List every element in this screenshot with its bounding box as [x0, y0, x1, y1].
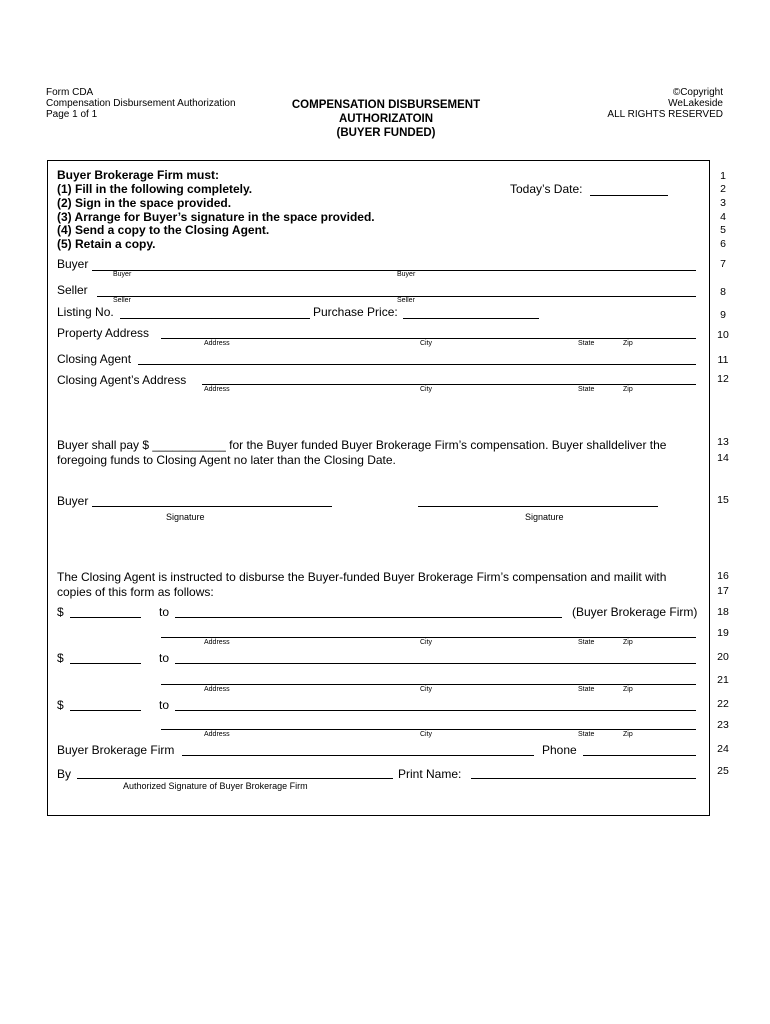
closing-agent-field[interactable] — [138, 364, 696, 365]
state-sub-label: State — [578, 731, 595, 738]
copyright: ©Copyright — [672, 87, 723, 98]
authorized-signature-sub-label: Authorized Signature of Buyer Brokerage Firm — [123, 781, 308, 791]
buyer-sub-label: Buyer — [397, 271, 416, 278]
address-sub-label: Address — [204, 686, 230, 693]
line-number: 9 — [720, 309, 726, 321]
to-label: to — [159, 605, 170, 619]
dollar-sign: $ — [57, 651, 64, 665]
city-sub-label: City — [420, 639, 433, 646]
title-line-2: AUTHORIZATOIN — [338, 113, 434, 125]
seller-label: Seller — [57, 283, 88, 297]
line-number: 7 — [720, 258, 726, 270]
city-sub-label: City — [420, 340, 433, 347]
page-title — [270, 98, 502, 140]
property-address-label: Property Address — [57, 326, 150, 340]
line-number: 8 — [720, 286, 726, 298]
city-sub-label: City — [420, 386, 433, 393]
buyer-brokerage-firm-note: (Buyer Brokerage Firm) — [572, 605, 698, 619]
line-number: 11 — [717, 354, 729, 366]
line-number: 18 — [717, 606, 729, 618]
line-number: 24 — [717, 743, 729, 755]
closing-agent-address-field[interactable] — [202, 384, 696, 385]
address-sub-label: Address — [204, 639, 230, 646]
signature-sub-label: Signature — [166, 512, 205, 522]
line-number: 23 — [717, 719, 729, 731]
instruction-item: (2) Sign in the space provided. — [57, 196, 232, 210]
line-number: 4 — [720, 211, 726, 223]
address-sub-label: Address — [204, 340, 230, 347]
signature-sub-label: Signature — [525, 512, 564, 522]
payee-address-field[interactable] — [161, 637, 696, 638]
line-number: 2 — [720, 183, 726, 195]
address-sub-label: Address — [204, 731, 230, 738]
line-number: 22 — [717, 698, 729, 710]
buyer-brokerage-firm-label: Buyer Brokerage Firm — [57, 743, 175, 757]
title-line-3: (BUYER FUNDED) — [336, 127, 436, 139]
line-number: 21 — [717, 674, 729, 686]
title-line-1: COMPENSATION DISBURSEMENT — [291, 99, 481, 111]
purchase-price-field[interactable] — [403, 318, 539, 319]
form-frame — [47, 160, 710, 816]
instruction-item: (3) Arrange for Buyer’s signature in the space provided. — [57, 210, 375, 224]
address-sub-label: Address — [204, 386, 230, 393]
rights-reserved: ALL RIGHTS RESERVED — [607, 109, 723, 120]
line-number: 15 — [717, 494, 729, 506]
buyer-field[interactable] — [92, 270, 696, 271]
listing-no-field[interactable] — [120, 318, 310, 319]
dollar-sign: $ — [57, 605, 64, 619]
line-number: 17 — [717, 585, 729, 597]
phone-label: Phone — [542, 743, 577, 757]
buyer-signature-label: Buyer — [57, 494, 89, 508]
form-id: Form CDA — [46, 87, 94, 98]
city-sub-label: City — [420, 686, 433, 693]
seller-sub-label: Seller — [397, 297, 415, 304]
line-number: 19 — [717, 627, 729, 639]
disbursement-text: The Closing Agent is instructed to disburse the Buyer-funded Buyer Brokerage Firm’s compensation and mailit with — [57, 570, 667, 584]
instructions-heading: Buyer Brokerage Firm must: — [57, 168, 220, 182]
payment-text: Buyer shall pay $ ___________ for the Buyer funded Buyer Brokerage Firm’s compensation. Buyer shalldeliver the — [57, 438, 667, 452]
print-name-field[interactable] — [471, 778, 696, 779]
buyer-brokerage-firm-field[interactable] — [182, 755, 534, 756]
line-number: 16 — [717, 570, 729, 582]
todays-date-label: Today’s Date: — [510, 182, 583, 196]
state-sub-label: State — [578, 386, 595, 393]
state-sub-label: State — [578, 686, 595, 693]
listing-no-label: Listing No. — [57, 305, 114, 319]
zip-sub-label: Zip — [623, 731, 633, 738]
to-label: to — [159, 698, 170, 712]
zip-sub-label: Zip — [623, 686, 633, 693]
form-name: Compensation Disbursement Authorization — [46, 98, 236, 109]
amount-field[interactable] — [70, 617, 141, 618]
line-number: 12 — [717, 373, 729, 385]
line-number: 3 — [720, 197, 726, 209]
buyer-signature-field-2[interactable] — [418, 506, 658, 507]
state-sub-label: State — [578, 639, 595, 646]
amount-field[interactable] — [70, 710, 141, 711]
print-name-label: Print Name: — [398, 767, 462, 781]
instruction-item: (4) Send a copy to the Closing Agent. — [57, 223, 270, 237]
line-number: 1 — [720, 170, 726, 182]
zip-sub-label: Zip — [623, 639, 633, 646]
buyer-signature-field[interactable] — [92, 506, 332, 507]
state-sub-label: State — [578, 340, 595, 347]
by-label: By — [57, 767, 72, 781]
buyer-sub-label: Buyer — [113, 271, 132, 278]
dollar-sign: $ — [57, 698, 64, 712]
amount-field[interactable] — [70, 663, 141, 664]
line-number: 25 — [717, 765, 729, 777]
property-address-field[interactable] — [161, 338, 696, 339]
city-sub-label: City — [420, 731, 433, 738]
copyright-owner: WeLakeside — [668, 98, 723, 109]
payment-text: foregoing funds to Closing Agent no later than the Closing Date. — [57, 453, 396, 467]
closing-agent-address-label: Closing Agent’s Address — [57, 373, 187, 387]
line-number: 5 — [720, 224, 726, 236]
line-number: 20 — [717, 651, 729, 663]
zip-sub-label: Zip — [623, 386, 633, 393]
disbursement-text: copies of this form as follows: — [57, 585, 214, 599]
authorized-signature-field[interactable] — [77, 778, 393, 779]
line-number: 10 — [717, 329, 729, 341]
payee-address-field[interactable] — [161, 684, 696, 685]
instruction-item: (5) Retain a copy. — [57, 237, 156, 251]
payee-address-field[interactable] — [161, 729, 696, 730]
line-number: 14 — [717, 452, 729, 464]
buyer-label: Buyer — [57, 257, 89, 271]
seller-sub-label: Seller — [113, 297, 131, 304]
payee-field[interactable] — [175, 710, 696, 711]
closing-agent-label: Closing Agent — [57, 352, 132, 366]
todays-date-field[interactable] — [590, 195, 668, 196]
purchase-price-label: Purchase Price: — [313, 305, 398, 319]
payee-field[interactable] — [175, 663, 696, 664]
line-number: 6 — [720, 238, 726, 250]
payee-field[interactable] — [175, 617, 562, 618]
line-number: 13 — [717, 436, 729, 448]
page-number: Page 1 of 1 — [46, 109, 98, 120]
to-label: to — [159, 651, 170, 665]
zip-sub-label: Zip — [623, 340, 633, 347]
phone-field[interactable] — [583, 755, 696, 756]
instruction-item: (1) Fill in the following completely. — [57, 182, 253, 196]
